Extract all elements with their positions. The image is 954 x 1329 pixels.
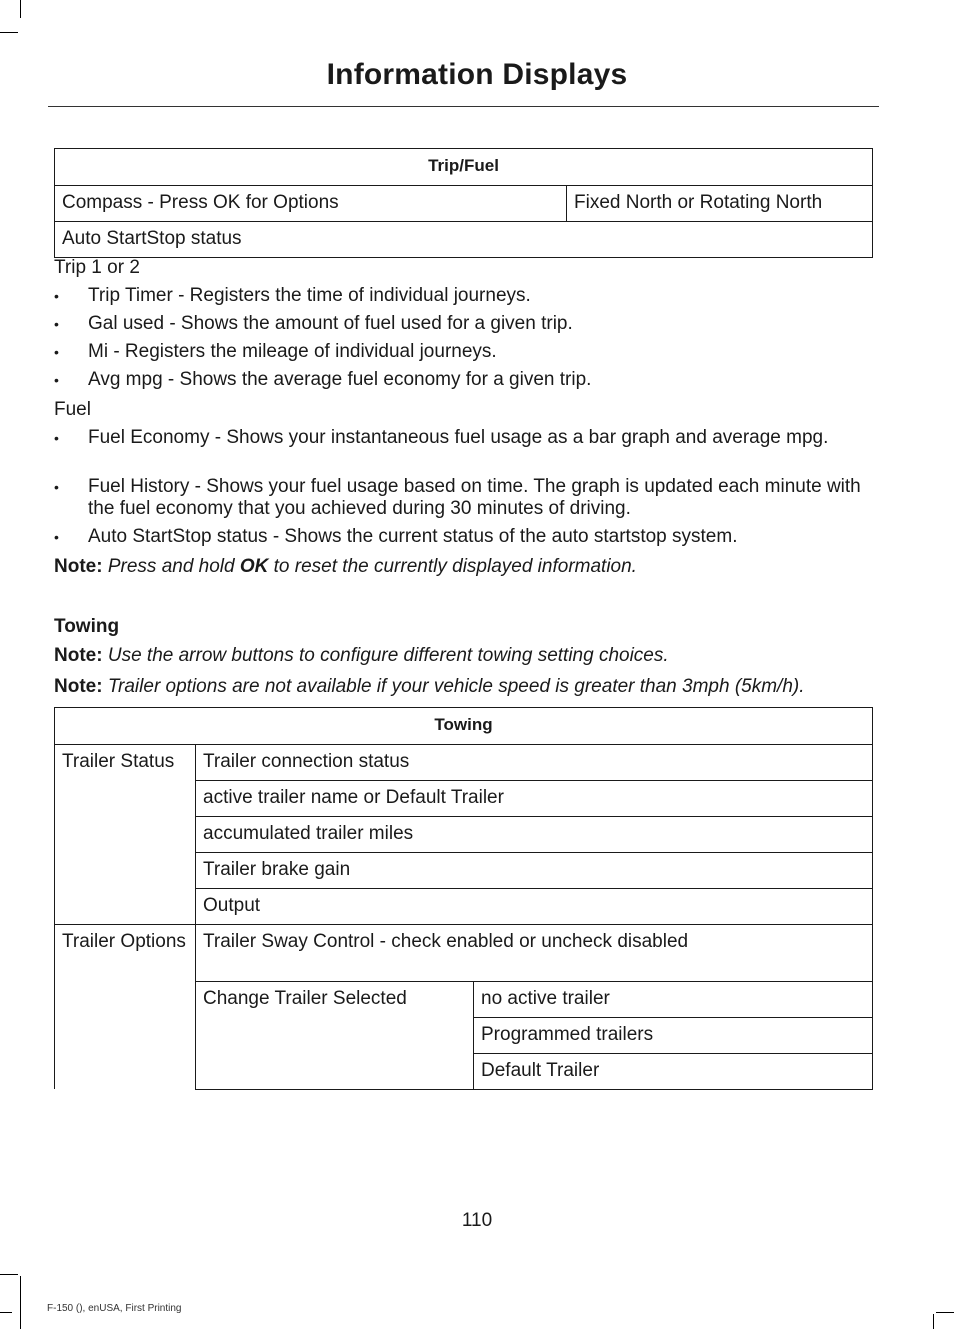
table-cell: Auto StartStop status — [55, 222, 873, 258]
table-cell: Output — [196, 889, 873, 925]
crop-mark — [20, 0, 21, 18]
trip-label: Trip 1 or 2 — [54, 257, 140, 278]
table-cell: active trailer name or Default Trailer — [196, 781, 873, 817]
table-cell: Trailer brake gain — [196, 853, 873, 889]
trip-fuel-table — [54, 148, 873, 258]
bullet-icon: • — [54, 430, 59, 446]
crop-mark — [20, 1276, 21, 1329]
table-cell: Trailer Options — [55, 925, 196, 982]
note: Note: Trailer options are not available if your vehicle speed is greater than 3mph (5km/h). — [54, 676, 805, 697]
towing-table — [54, 707, 873, 1090]
crop-mark — [0, 1274, 18, 1275]
table-cell — [55, 981, 196, 1089]
crop-mark — [0, 1312, 12, 1313]
table-cell: Default Trailer — [474, 1053, 873, 1089]
bullet-icon: • — [54, 479, 59, 495]
bullet-icon: • — [54, 344, 59, 360]
table-row — [55, 925, 873, 982]
crop-mark — [0, 32, 18, 33]
table-row — [55, 222, 873, 258]
bullet-icon: • — [54, 529, 59, 545]
header-rule — [48, 106, 879, 107]
table-row — [55, 745, 873, 781]
section-heading: Towing — [54, 616, 120, 637]
crop-mark — [936, 1312, 954, 1313]
table-row — [55, 186, 873, 222]
page-title: Information Displays — [326, 58, 628, 91]
table-cell: Compass - Press OK for Options — [55, 186, 567, 222]
page-number: 110 — [461, 1210, 493, 1231]
table-cell: Fixed North or Rotating North — [567, 186, 873, 222]
table-cell: accumulated trailer miles — [196, 817, 873, 853]
table-title: Trip/Fuel — [55, 149, 873, 186]
table-title: Towing — [55, 708, 873, 745]
footer-text: F-150 (), enUSA, First Printing — [47, 1303, 182, 1314]
table-cell: Programmed trailers — [474, 1017, 873, 1053]
bullet-icon: • — [54, 372, 59, 388]
fuel-label: Fuel — [54, 399, 91, 420]
table-cell: Trailer Sway Control - check enabled or uncheck disabled — [196, 925, 873, 982]
bullet-icon: • — [54, 288, 59, 304]
table-cell: no active trailer — [474, 981, 873, 1017]
table-row — [55, 981, 873, 1017]
note: Note: Press and hold OK to reset the currently displayed information. — [54, 556, 637, 577]
table-cell: Change Trailer Selected — [196, 981, 474, 1089]
table-cell: Trailer connection status — [196, 745, 873, 781]
table-cell: Trailer Status — [55, 745, 196, 925]
crop-mark — [933, 1314, 934, 1329]
bullet-icon: • — [54, 316, 59, 332]
note: Note: Use the arrow buttons to configure different towing setting choices. — [54, 645, 669, 666]
